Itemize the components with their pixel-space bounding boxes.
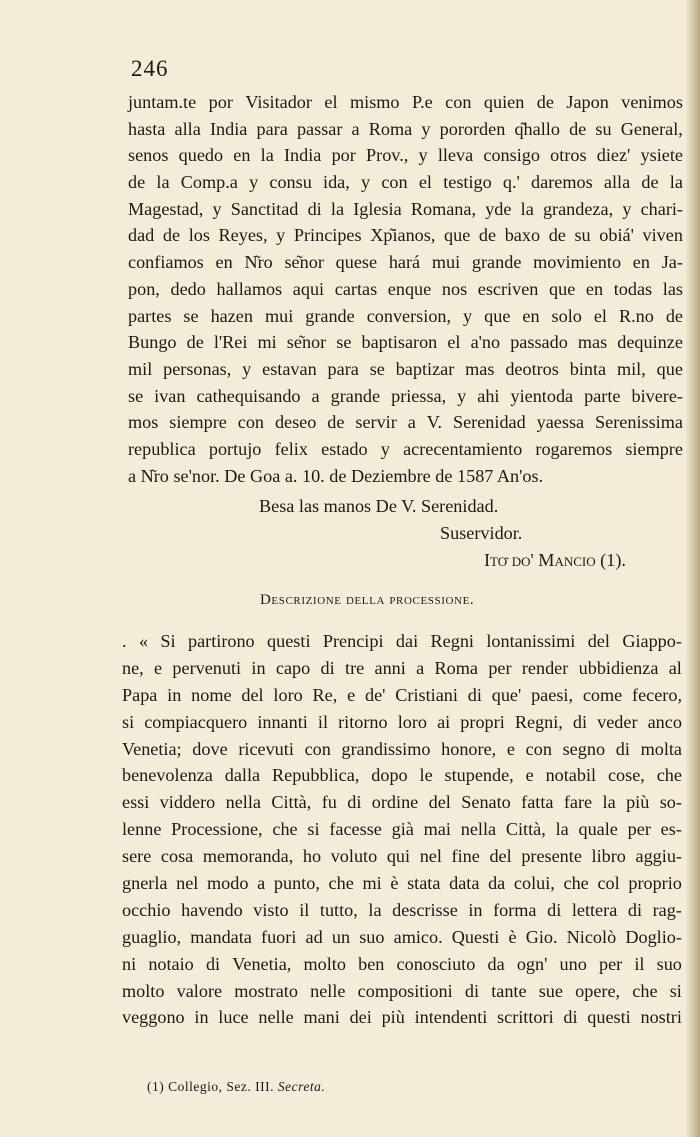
text-line: se ivan cathequisando a grande priessa, y ahi yientoda parte bivere- (128, 385, 683, 406)
text-line: Magestad, y Sanctitad di la Iglesia Romana, yde la grandeza, y chari- (128, 198, 683, 219)
text-line: essi viddero nella Città, fu di ordine del Senato fatta fare la più so- (122, 792, 682, 813)
page-edge (686, 0, 700, 1137)
footnote-text: (1) Collegio, Sez. III. (147, 1079, 274, 1094)
text-line: Bungo de l'Rei mi se͂nor se baptisaron el a'no passado mas dequinze (128, 332, 683, 353)
narrative-text (122, 628, 682, 1031)
footnote (147, 1079, 325, 1095)
text-line: partes se hazen mui grande conversion, y que en solo el R.no de (128, 305, 683, 326)
text-line: confiamos en N͂ro se͂nor quese hará mui grande movimiento en Ja- (128, 252, 683, 273)
text-line: republica portujo felix estado y acrecentamiento rogaremos siempre (128, 438, 683, 459)
text-line: benevolenza dalla Repubblica, dopo le stupende, e notabil cose, che (122, 765, 682, 786)
text-line: ni notaio di Venetia, molto ben conosciuto da ogn' uno per il suo (122, 953, 682, 974)
text-line: sere cosa memoranda, ho voluto qui nel fine del presente libro aggiu- (122, 846, 682, 867)
text-line: occhio havendo visto il tutto, la descrisse in forma di lettera di rag- (122, 899, 682, 920)
footnote-italic: Secreta. (277, 1079, 326, 1094)
closing-salutation: Besa las manos De V. Serenidad. (259, 496, 499, 516)
text-line: de la Comp.a y consu ida, y con el testigo q.' daremos alla de la (128, 172, 683, 193)
text-line: Papa in nome del loro Re, e de' Cristiani di que' paesi, come fecero, (122, 684, 682, 705)
text-line: Venetia; dove ricevuti con grandissimo honore, e con segno di molta (122, 738, 682, 759)
letter-text (128, 89, 683, 489)
signature: Ito͂ do' Mancio (1). (484, 550, 626, 570)
text-line: veggono in luce nelle mani dei più intendenti scrittori di questi nostri (122, 1007, 682, 1028)
text-line: lenne Processione, che si facesse già mai nella Città, la quale per es- (122, 819, 682, 840)
text-line: dad de los Reyes, y Principes Xp͂ianos, que de baxo de su obiá' viven (128, 225, 683, 246)
text-line: . « Si partirono questi Prencipi dai Regni lontanissimi del Giappo- (122, 631, 682, 651)
closing-servant: Suservidor. (440, 523, 523, 543)
section-heading: Descrizione della processione. (260, 592, 475, 608)
text-line: mil personas, y estavan para se baptizar mas deotros binta mil, que (128, 358, 683, 379)
text-line: ne, e pervenuti in capo di tre anni a Roma per render ubbidienza al (122, 657, 682, 678)
text-line: a N͂ro se'nor. De Goa a. 10. de Deziembre de 1587 An'os. (128, 465, 544, 486)
text-line: juntam.te por Visitador el mismo P.e con quien de Japon venimos (128, 92, 683, 112)
text-line: gnerla nel modo a punto, che mi è stata data da colui, che col proprio (122, 873, 682, 894)
text-line: senos quedo en la India por Prov., y lleva consigo otros diez' ysiete (128, 145, 683, 166)
text-line: mos siempre con deseo de servir a V. Serenidad yaessa Serenissima (128, 412, 683, 433)
text-line: hasta alla India para passar a Roma y pororden q͂hallo de su General, (128, 118, 683, 139)
text-line: pon, dedo hallamos aqui cartas enque nos escriven que en todas las (128, 278, 683, 299)
page-number: 246 (131, 56, 169, 81)
text-line: si compiacquero innanti il ritorno loro ai propri Regni, di veder anco (122, 711, 682, 732)
text-line: molto valore mostrato nelle compositioni di tante sue opere, che si (122, 980, 682, 1001)
text-line: guaglio, mandata fuori ad un suo amico. Questi è Gio. Nicolò Doglio- (122, 926, 682, 947)
